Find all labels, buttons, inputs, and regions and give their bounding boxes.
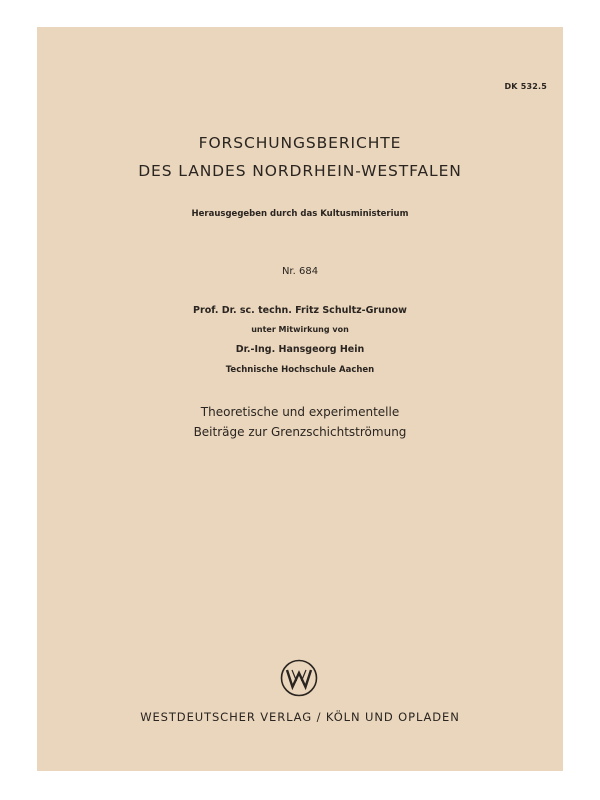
author: Prof. Dr. sc. techn. Fritz Schultz-Grunow: [193, 305, 407, 316]
publisher-note: Herausgegeben durch das Kultusministerium: [191, 209, 409, 219]
book-title-line-2: Beiträge zur Grenzschichtströmung: [193, 425, 407, 439]
series-title-line-1: FORSCHUNGSBERICHTE: [198, 134, 402, 152]
series-title-line-2: DES LANDES NORDRHEIN-WESTFALEN: [138, 162, 462, 180]
institution: Technische Hochschule Aachen: [225, 365, 375, 375]
coauthor: Dr.-Ing. Hansgeorg Hein: [235, 344, 365, 355]
classification-code: DK 532.5: [504, 82, 547, 91]
collaboration-note: unter Mitwirkung von: [251, 325, 349, 334]
report-number: Nr. 684: [281, 266, 319, 277]
publisher-imprint: WESTDEUTSCHER VERLAG / KÖLN UND OPLADEN: [140, 710, 460, 724]
book-title-line-1: Theoretische und experimentelle: [200, 405, 400, 419]
book-cover: [37, 27, 563, 771]
westdeutscher-verlag-w-logo-icon: [279, 658, 319, 698]
